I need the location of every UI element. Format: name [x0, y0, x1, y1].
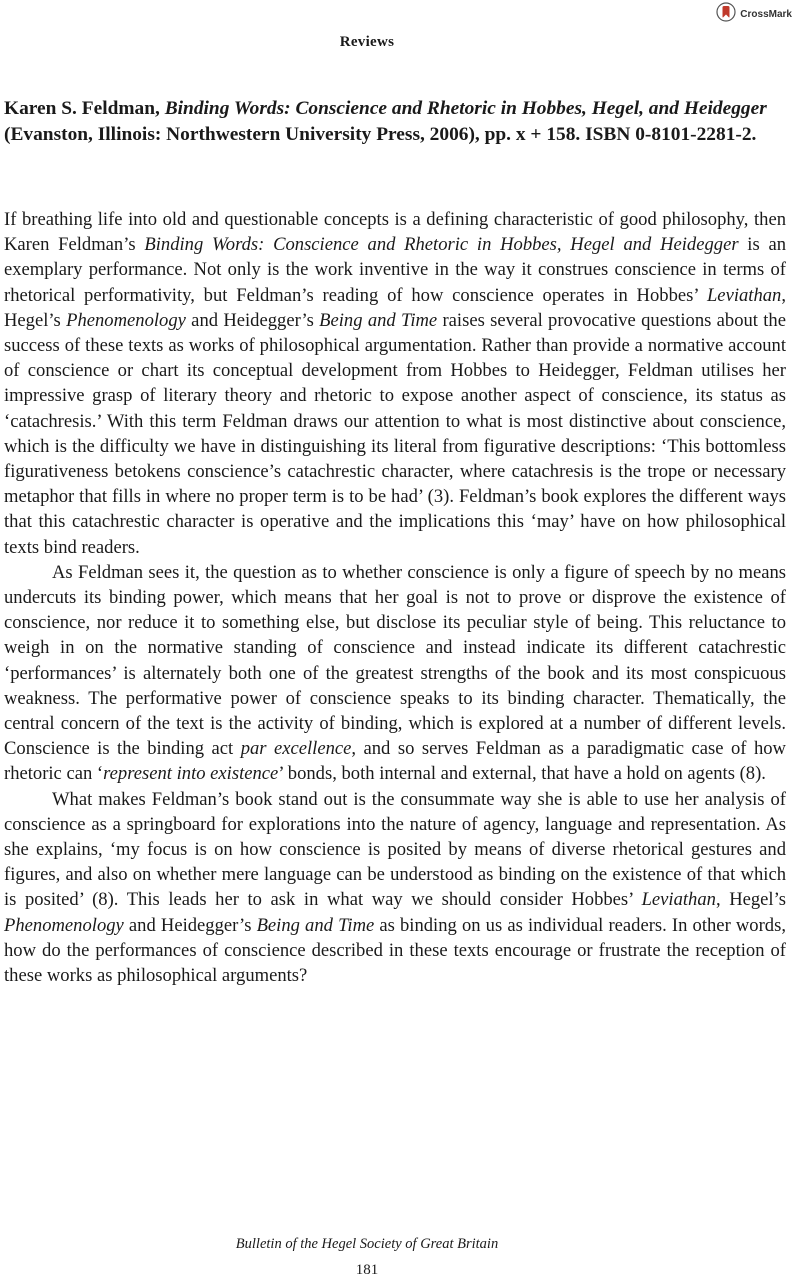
- crossmark-badge[interactable]: [716, 2, 792, 27]
- book-title: Binding Words: Conscience and Rhetoric in Hobbes, Hegel, and Heidegger: [164, 98, 767, 119]
- page-number: 181: [355, 1262, 379, 1278]
- review-body: [4, 207, 786, 988]
- crossmark-icon: [716, 2, 736, 27]
- review-citation: [4, 96, 784, 148]
- paragraph-3: What makes Feldman’s book stand out is the consummate way she is able to use her analysis of conscience as a springboard for explorations into the nature of agency, language and representation. As she explains, ‘my focus is on how conscience is posited by means of diverse rhetorical gestures and figures, and also on whether mere language can be understood as binding on the existence of that which is posited’ (8). This leads her to ask in what way we should consider Hobbes’ Leviathan, Hegel’s Phenomenology and Heidegger’s Being and Time as binding on us as individual readers. In other words, how do the performances of conscience described in these texts encourage or frustrate the reception of these works as philosophical arguments?: [4, 788, 786, 987]
- paragraph-2: As Feldman sees it, the question as to whether conscience is only a figure of speech by no means undercuts its binding power, which means that her goal is not to prove or disprove the existence of conscience, nor reduce it to something else, but disclose its peculiar style of being. This reluctance to weigh in on the normative standing of conscience and instead indicate its different catachrestic ‘performances’ is alternately both one of the greatest strengths of the book and its most conspicuous weakness. The performative power of conscience speaks to its binding character. Thematically, the central concern of the text is the activity of binding, which is explored at a number of different levels. Conscience is the binding act par excellence, and so serves Feldman as a paradigmatic case of how rhetoric can ‘represent into existence’ bonds, both internal and external, that have a hold on agents (8).: [4, 561, 786, 785]
- book-author: Karen S. Feldman,: [4, 98, 160, 119]
- journal-name: Bulletin of the Hegel Society of Great Britain: [235, 1236, 499, 1252]
- crossmark-label: CrossMark: [740, 9, 792, 20]
- running-head: Reviews: [339, 34, 395, 50]
- publication-details: (Evanston, Illinois: Northwestern University Press, 2006), pp. x + 158. ISBN 0-8101-2281-2.: [4, 124, 757, 145]
- paragraph-1: If breathing life into old and questionable concepts is a defining characteristic of good philosophy, then Karen Feldman’s Binding Words: Conscience and Rhetoric in Hobbes, Hegel and Heidegger is an exemplary performance. Not only is the work inventive in the way it construes conscience in terms of rhetorical performativity, but Feldman’s reading of how conscience operates in Hobbes’ Leviathan, Hegel’s Phenomenology and Heidegger’s Being and Time raises several provocative questions about the success of these texts as works of philosophical argumentation. Rather than provide a normative account of conscience or chart its conceptual development from Hobbes to Heidegger, Feldman utilises her impressive grasp of literary theory and rhetoric to expose another aspect of conscience, its status as ‘catachresis.’ With this term Feldman draws our attention to what is most distinctive about conscience, which is the difficulty we have in distinguishing its literal from figurative descriptions: ‘This bottomless figurativeness betokens conscience’s catachrestic character, where catachresis is the trope or necessary metaphor that fills in where no proper term is to be had’ (3). Feldman’s book explores the different ways that this catachrestic character is operative and the implications this ‘may’ have on how philosophical texts bind readers.: [4, 209, 786, 558]
